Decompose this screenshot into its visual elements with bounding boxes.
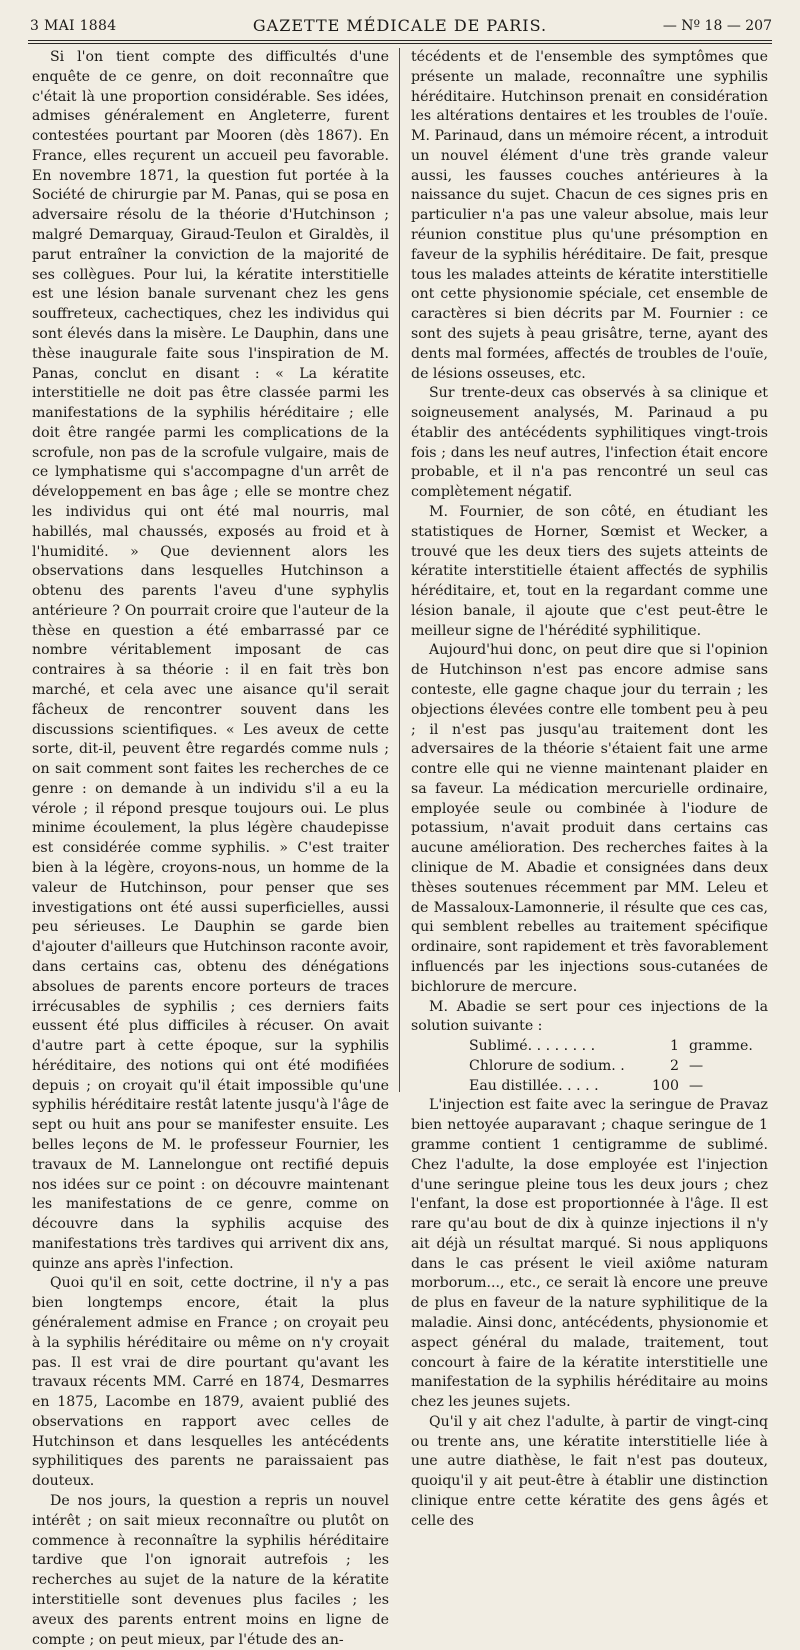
paragraph: L'injection est faite avec la seringue de Pravaz bien nettoyée auparavant ; chaque seringue de 1 gramme contient 1 centigramme de sublimé. Chez l'adulte, la dose employée est l'injection d'une seringue pleine tous les deux jours ; chez l'enfant, la dose est proportionnée à l'âge. Il est rare qu'au bout de dix à quinze injections il n'y ait déjà un résultat marqué. Si nous appliquons dans le cas présent le vieil axiôme naturam morborum..., etc., ce serait là encore une preuve de plus en faveur de la nature syphilitique de la maladie. Ainsi donc, antécédents, physionomie et aspect général du malade, traitement, tout concourt à faire de la kératite interstitielle une manifestation de la syphilis héréditaire au moins chez les jeunes sujets. — [411, 1097, 768, 1411]
ingredient-quantity: 100 — [652, 1077, 679, 1094]
paragraph: técédents et de l'ensemble des symptômes que présente un malade, reconnaître une syphilis héréditaire. Hutchinson prenait en considération les altérations dentaires et les troubles de l'ouïe. M. Parinaud, dans un mémoire récent, a introduit un nouvel élément d'une très grande valeur aussi, les fausses couches antérieures à la naissance du sujet. Chacun de ces signes pris en particulier n'a pas une valeur absolue, mais leur réunion constitue plus qu'une présomption en faveur de la syphilis héréditaire. De fait, presque tous les malades atteints de kératite interstitielle ont cette physionomie spéciale, cet ensemble de caractères si bien décrits par M. Fournier : ce sont des sujets à peau grisâtre, terne, ayant des dents mal formées, affectés de troubles de l'ouïe, de lésions osseuses, etc. — [411, 49, 768, 382]
paragraph: De nos jours, la question a repris un nouvel intérêt ; on sait mieux reconnaître ou plutôt on commence à reconnaître la syphilis héréditaire tardive que l'on ignorait autrefois ; les recherches au sujet de la nature de la kératite interstitielle sont devenues plus faciles ; les aveux des parents entrent moins en ligne de compte ; on peut mieux, par l'étude des an- — [32, 1493, 389, 1648]
ingredient-unit: gramme. — [689, 1038, 753, 1055]
ingredient-name: Sublimé. . . . . . . . — [469, 1038, 596, 1055]
formula-row — [469, 1037, 768, 1057]
ingredient-unit: — — [689, 1057, 704, 1074]
paragraph: Si l'on tient compte des difficultés d'une enquête de ce genre, on doit reconnaître que c'était là une proportion considérable. Ses idées, admises généralement en Angleterre, furent contestées pourtant par Mooren (dès 1867). En France, elles reçurent un accueil peu favorable. En novembre 1871, la question fut portée à la Société de chirurgie par M. Panas, qui se posa en adversaire résolu de la théorie d'Hutchinson ; malgré Demarquay, Giraud-Teulon et Giraldès, il parut entraîner la conviction de la majorité de ses collègues. Pour lui, la kératite interstitielle est une lésion banale survenant chez les gens souffreteux, cachectiques, chez les individus qui sont élevés dans la misère. Le Dauphin, dans une thèse inaugurale faite sous l'inspiration de M. Panas, conclut en disant : « La kératite interstitielle ne doit pas être classée parmi les manifestations de la syphilis héréditaire ; elle doit être rangée parmi les complications de la scrofule, non pas de la scrofule vulgaire, mais de ce lymphatisme qui s'accompagne d'un arrêt de développement en bas âge ; elle se montre chez les individus qui ont été mal nourris, mal habillés, mal chaussés, exposés au froid et à l'humidité. » Que deviennent alors les observations dans lesquelles Hutchinson a obtenu des parents l'aveu d'une syphylis antérieure ? On pourrait croire que l'auteur de la thèse en question a été embarrassé par ce nombre véritablement imposant de cas contraires à sa théorie : il en fait très bon marché, et cela avec une aisance qu'il serait fâcheux de rencontrer souvent dans les discussions scientifiques. « Les aveux de cette sorte, dit-il, peuvent être regardés comme nuls ; on sait comment sont faites les recherches de ce genre : on demande à un individu s'il a eu la vérole ; il répond presque toujours oui. Le plus minime écoulement, la plus légère chaudepisse est considérée comme syphilis. » C'est traiter bien à la légère, croyons-nous, un homme de la valeur de Hutchinson, pour penser que ses investigations ont été aussi superficielles, aussi peu sérieuses. Le Dauphin se garde bien d'ajouter d'ailleurs que Hutchinson raconte avoir, dans certains cas, obtenu des dénégations absolues de parents encore porteurs de traces irrécusables de syphilis ; ces derniers faits eussent été plus difficiles à récuser. On avait d'autre part à cette époque, sur la syphilis héréditaire, des notions qui ont été modifiées depuis ; on croyait qu'il était impossible qu'une syphilis héréditaire restât latente jusqu'à l'âge de sept ou huit ans pour se manifester ensuite. Les belles leçons de M. le professeur Fournier, les travaux de M. Lannelongue ont rectifié depuis nos idées sur ce point : on découvre maintenant les manifestations de ce genre, comme on découvre dans la syphilis acquise des manifestations très tardives qui arrivent dix ans, quinze ans après l'infection. — [32, 49, 389, 1272]
ingredient-unit: — — [689, 1077, 704, 1094]
formula-row — [469, 1057, 768, 1077]
paragraph: Sur trente-deux cas observés à sa clinique et soigneusement analysés, M. Parinaud a pu établir des antécédents syphilitiques vingt-trois fois ; dans les neuf autres, l'infection était encore probable, et il n'a pas rencontré un seul cas complètement négatif. — [411, 385, 768, 501]
paragraph: Quoi qu'il en soit, cette doctrine, il n'y a pas bien longtemps encore, était la plus généralement admise en France ; on croyait peu à la syphilis héréditaire ou même on n'y croyait pas. Il est vrai de dire pourtant qu'avant les travaux récents MM. Carré en 1874, Desmarres en 1875, Lacombe en 1879, avaient publié des observations en rapport avec celles de Hutchinson et dans lesquelles les antécédents syphilitiques des parents ne paraissaient pas douteux. — [32, 1275, 389, 1490]
ingredient-name: Chlorure de sodium. . — [469, 1057, 625, 1074]
ingredient-name: Eau distillée. . . . . — [469, 1077, 599, 1094]
prescription-formula — [411, 1037, 768, 1096]
ingredient-quantity: 2 — [670, 1057, 679, 1074]
paragraph: Aujourd'hui donc, on peut dire que si l'opinion de Hutchinson n'est pas encore admise sans conteste, elle gagne chaque jour du terrain ; les objections élevées contre elle tombent peu à peu ; il n'est pas jusqu'au traitement dont les adversaires de la théorie s'étaient fait une arme contre elle qui ne vienne maintenant plaider en sa faveur. La médication mercurielle ordinaire, employée seule ou combinée à l'iodure de potassium, n'avait produit dans certains cas aucune amélioration. Des recherches faites à la clinique de M. Abadie et consignées dans deux thèses soutenues récemment par MM. Leleu et de Massaloux-Lamonnerie, il résulte que ces cas, qui semblent rebelles au traitement spécifique ordinaire, sont rapidement et très favorablement influencés par les injections sous-cutanées de bichlorure de mercure. — [411, 642, 768, 995]
journal-title: GAZETTE MÉDICALE DE PARIS. — [252, 16, 548, 35]
formula-row — [469, 1077, 768, 1097]
right-column — [411, 48, 768, 1529]
issue-page-number: — Nº 18 — 207 — [662, 18, 772, 34]
paragraph: M. Fournier, de son côté, en étudiant les statistiques de Horner, Sœmist et Wecker, a trouvé que les deux tiers des sujets atteints de kératite interstitielle étaient affectés de syphilis héréditaire, et, tout en la regardant comme une lésion banale, il ajoute que c'est peut-être le meilleur signe de l'hérédité syphilitique. — [411, 503, 768, 639]
issue-date: 3 MAI 1884 — [30, 18, 117, 34]
column-divider — [399, 48, 400, 1092]
header-rule-lower — [28, 43, 772, 44]
header-rule — [28, 40, 772, 41]
ingredient-quantity: 1 — [670, 1038, 679, 1055]
left-column — [32, 48, 389, 1648]
page-header — [0, 0, 800, 44]
paragraph: M. Abadie se sert pour ces injections de la solution suivante : — [411, 998, 768, 1035]
paragraph: Qu'il y ait chez l'adulte, à partir de vingt-cinq ou trente ans, une kératite interstitielle liée à une autre diathèse, le fait n'est pas douteux, quoiqu'il y ait peut-être à établir une distinction clinique entre cette kératite des gens âgés et celle des — [411, 1413, 768, 1529]
